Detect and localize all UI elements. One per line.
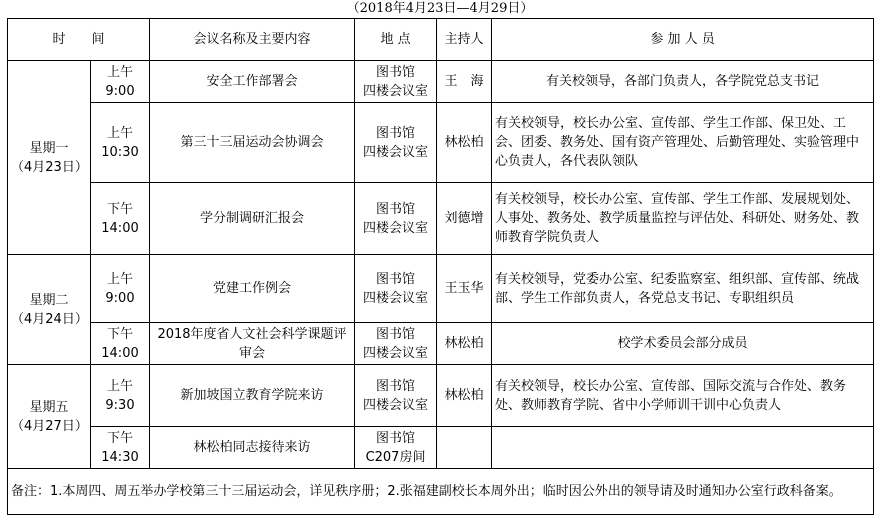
attendees-cell: 校学术委员会部分成员 <box>492 323 874 365</box>
time: 9:00 <box>105 290 135 306</box>
period: 上午 <box>107 378 134 394</box>
schedule-note: 备注：1.本周四、周五举办学校第三十三届运动会，详见秩序册；2.张福建副校长本周外出；临时因公外出的领导请及时通知办公室行政科备案。 <box>8 469 874 515</box>
header-location: 地 点 <box>355 19 437 61</box>
host-cell: 刘德增 <box>437 183 492 255</box>
table-row <box>8 183 874 255</box>
host-cell: 王玉华 <box>437 255 492 323</box>
header-meeting: 会议名称及主要内容 <box>150 19 355 61</box>
day-name: 星期二 <box>29 292 69 308</box>
meeting-schedule-table <box>7 18 874 515</box>
attendees-cell: 有关校领导，校长办公室、宣传部、学生工作部、保卫处、工会、团委、教务处、国有资产管理处、后勤管理处、实验管理中心负责人，各代表队领队 <box>492 103 874 183</box>
time: 14:00 <box>101 345 139 361</box>
meeting-cell: 党建工作例会 <box>150 255 355 323</box>
time: 9:30 <box>105 397 135 413</box>
location-building: 图书馆 <box>376 271 416 287</box>
time-cell <box>91 103 150 183</box>
meeting-cell: 2018年度省人文社会科学课题评审会 <box>150 323 355 365</box>
day-date: （4月24日） <box>11 311 88 327</box>
time-cell <box>91 365 150 427</box>
time: 9:00 <box>105 83 135 99</box>
time: 14:30 <box>101 449 139 465</box>
location-room: 四楼会议室 <box>363 144 429 160</box>
location-building: 图书馆 <box>376 326 416 342</box>
table-row <box>8 255 874 323</box>
attendees-cell: 有关校领导，校长办公室、宣传部、学生工作部、发展规划处、人事处、教务处、教学质量监控与评估处、科研处、财务处、教师教育学院负责人 <box>492 183 874 255</box>
location-room: 四楼会议室 <box>363 290 429 306</box>
time: 10:30 <box>101 144 139 160</box>
time-cell <box>91 255 150 323</box>
location-cell <box>355 323 437 365</box>
location-room: 四楼会议室 <box>363 397 429 413</box>
meeting-cell: 学分制调研汇报会 <box>150 183 355 255</box>
header-attendees: 参 加 人 员 <box>492 19 874 61</box>
location-cell <box>355 103 437 183</box>
day-cell-friday <box>8 365 91 469</box>
host-cell: 林松柏 <box>437 323 492 365</box>
location-cell <box>355 427 437 469</box>
meeting-cell: 新加坡国立教育学院来访 <box>150 365 355 427</box>
period: 下午 <box>107 430 134 446</box>
location-room: 四楼会议室 <box>363 345 429 361</box>
table-row <box>8 323 874 365</box>
location-room: C207房间 <box>365 449 426 465</box>
attendees-cell: 有关校领导，各部门负责人，各学院党总支书记 <box>492 61 874 103</box>
day-cell-tuesday <box>8 255 91 365</box>
day-date: （4月23日） <box>11 159 88 175</box>
header-host: 主持人 <box>437 19 492 61</box>
location-cell <box>355 183 437 255</box>
table-row <box>8 427 874 469</box>
period: 下午 <box>107 201 134 217</box>
day-cell-monday <box>8 61 91 255</box>
period: 上午 <box>107 271 134 287</box>
location-cell <box>355 365 437 427</box>
schedule-date-range: （2018年4月23日—4月29日） <box>346 1 534 16</box>
attendees-cell <box>492 427 874 469</box>
host-cell <box>437 427 492 469</box>
time: 14:00 <box>101 220 139 236</box>
host-cell: 王 海 <box>437 61 492 103</box>
location-building: 图书馆 <box>376 125 416 141</box>
table-row <box>8 103 874 183</box>
table-row <box>8 61 874 103</box>
host-cell: 林松柏 <box>437 103 492 183</box>
day-date: （4月27日） <box>11 418 88 434</box>
host-cell: 林松柏 <box>437 365 492 427</box>
period: 上午 <box>107 125 134 141</box>
location-room: 四楼会议室 <box>363 83 429 99</box>
meeting-cell: 第三十三届运动会协调会 <box>150 103 355 183</box>
time-cell <box>91 427 150 469</box>
time-cell <box>91 323 150 365</box>
header-time: 时 间 <box>8 19 150 61</box>
location-cell <box>355 255 437 323</box>
period: 上午 <box>107 64 134 80</box>
location-cell <box>355 61 437 103</box>
day-name: 星期五 <box>29 399 69 415</box>
meeting-cell: 安全工作部署会 <box>150 61 355 103</box>
header-row <box>8 19 874 61</box>
location-room: 四楼会议室 <box>363 220 429 236</box>
location-building: 图书馆 <box>376 64 416 80</box>
meeting-cell: 林松柏同志接待来访 <box>150 427 355 469</box>
location-building: 图书馆 <box>376 378 416 394</box>
location-building: 图书馆 <box>376 201 416 217</box>
period: 下午 <box>107 326 134 342</box>
location-building: 图书馆 <box>376 430 416 446</box>
attendees-cell: 有关校领导，党委办公室、纪委监察室、组织部、宣传部、统战部、学生工作部负责人，各党总支书记、专职组织员 <box>492 255 874 323</box>
time-cell <box>91 61 150 103</box>
day-name: 星期一 <box>29 140 69 156</box>
attendees-cell: 有关校领导，校长办公室、宣传部、国际交流与合作处、教务处、教师教育学院、省中小学师训干训中心负责人 <box>492 365 874 427</box>
note-row <box>8 469 874 515</box>
table-row <box>8 365 874 427</box>
time-cell <box>91 183 150 255</box>
